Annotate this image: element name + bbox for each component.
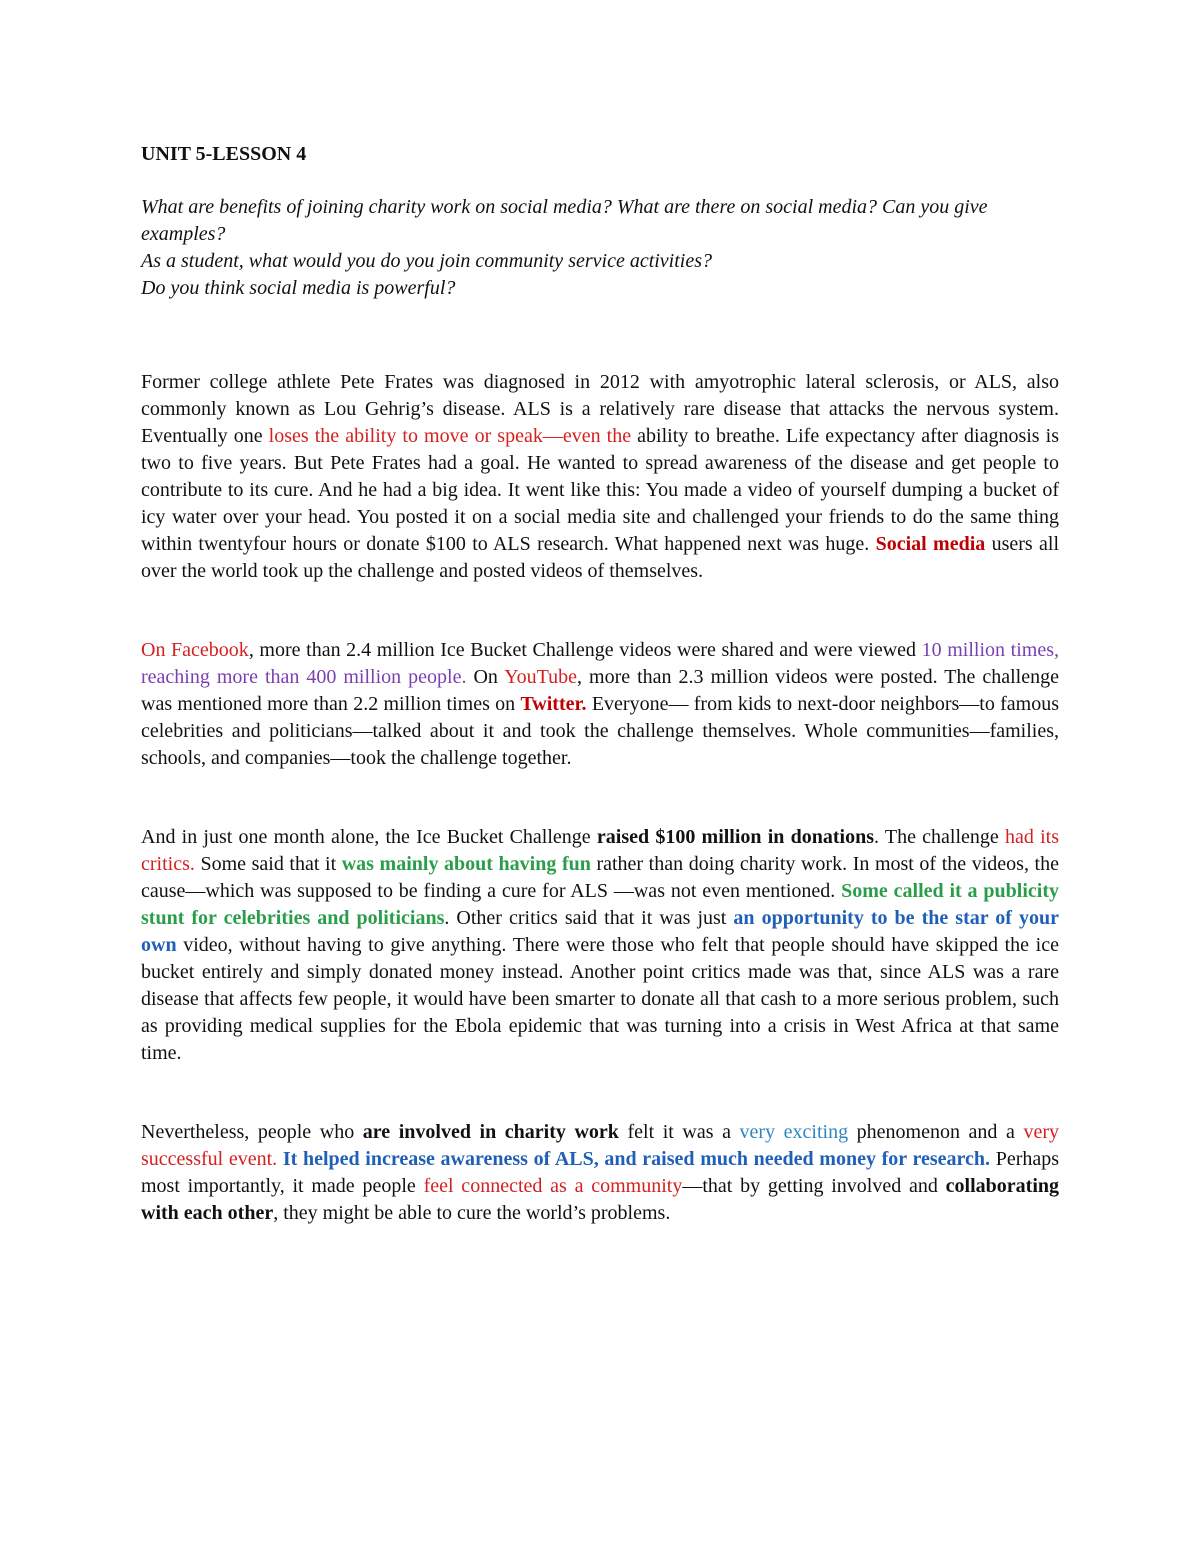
highlight-span: Some called it a publicity stunt for celebrities and politicians bbox=[141, 880, 1059, 929]
question-1: What are benefits of joining charity work on social media? What are there on social media? Can you give examples? bbox=[141, 196, 988, 245]
highlight-span: collaborating with each other bbox=[141, 1175, 1060, 1224]
text-span: , more than 2.3 million videos were posted. The challenge was mentioned more than 2.2 million times on bbox=[141, 666, 1059, 715]
question-3: Do you think social media is powerful? bbox=[141, 277, 456, 299]
text-span: rather than doing charity work. In most of the videos, the cause—which was supposed to be finding a cure for ALS —was not even mentioned. bbox=[141, 853, 1059, 902]
page-title: UNIT 5-LESSON 4 bbox=[141, 143, 307, 165]
text-span: phenomenon and a bbox=[848, 1121, 1024, 1143]
highlight-span: feel connected as a community bbox=[423, 1175, 683, 1197]
highlight-span: are involved in charity work bbox=[362, 1121, 619, 1143]
text-span: —that by getting involved and bbox=[682, 1175, 946, 1197]
highlight-span: Social media bbox=[875, 533, 986, 555]
highlight-span: had its critics. bbox=[141, 826, 1059, 875]
paragraph-nevertheless bbox=[141, 1119, 1059, 1227]
text-span: video, without having to give anything. There were those who felt that people should have skipped the ice bucket entirely and simply donated money instead. Another point critics made was that, since ALS was a rare disease that affects few people, it would have been smarter to donate all that cash to a more serious problem, such as providing medical supplies for the Ebola epidemic that was turning into a crisis in West Africa at that same time. bbox=[141, 934, 1059, 1064]
question-2: As a student, what would you do you join community service activities? bbox=[141, 250, 713, 272]
highlight-span: Twitter. bbox=[520, 693, 587, 715]
text-span: And in just one month alone, the Ice Bucket Challenge bbox=[141, 826, 597, 848]
text-span: Nevertheless, people who bbox=[141, 1121, 363, 1143]
highlight-span: very successful event. bbox=[141, 1121, 1059, 1170]
text-span: ability to breathe. Life expectancy after diagnosis is two to five years. But Pete Frates had a goal. He wanted to spread awareness of the disease and get people to contribute to its cure. And he had a big idea. It went like this: You made a video of yourself dumping a bucket of icy water over your head. You posted it on a social media site and challenged your friends to do the same thing within twentyfour hours or donate $100 to ALS research. What happened next was huge. bbox=[141, 425, 1059, 555]
text-span: Former college athlete Pete Frates was diagnosed in 2012 with amyotrophic lateral sclerosis, or ALS, also commonly known as Lou Gehrig’s disease. ALS is a relatively rare disease that attacks the nervous system. Eventually one bbox=[141, 371, 1059, 447]
text-span: On bbox=[466, 666, 505, 688]
highlight-span: very exciting bbox=[739, 1121, 849, 1143]
highlight-span: raised $100 million in donations bbox=[596, 826, 875, 848]
text-span: Some said that it bbox=[194, 853, 342, 875]
text-span: , more than 2.4 million Ice Bucket Challenge videos were shared and were viewed bbox=[248, 639, 922, 661]
highlight-span: It helped increase awareness of ALS, and raised much needed money for research. bbox=[282, 1148, 991, 1170]
document-content bbox=[141, 141, 1059, 1227]
highlight-span: loses the ability to move or speak—even the bbox=[268, 425, 632, 447]
paragraph-critics bbox=[141, 824, 1059, 1067]
text-span: users all over the world took up the challenge and posted videos of themselves. bbox=[141, 533, 1059, 582]
text-span: felt it was a bbox=[618, 1121, 740, 1143]
highlight-span: an opportunity to be the star of your own bbox=[141, 907, 1059, 956]
discussion-questions bbox=[141, 194, 1059, 302]
paragraph-social-stats bbox=[141, 637, 1059, 772]
text-span: . The challenge bbox=[874, 826, 1006, 848]
paragraph-pete-frates bbox=[141, 369, 1059, 585]
text-span: Perhaps most importantly, it made people bbox=[141, 1148, 1060, 1197]
text-span: . Other critics said that it was just bbox=[444, 907, 734, 929]
highlight-span: 10 million times, reaching more than 400 million people. bbox=[141, 639, 1059, 688]
highlight-span: was mainly about having fun bbox=[341, 853, 591, 875]
highlight-span: On Facebook bbox=[141, 639, 249, 661]
highlight-span: YouTube bbox=[504, 666, 578, 688]
text-span: , they might be able to cure the world’s problems. bbox=[273, 1202, 671, 1224]
text-span: Everyone— from kids to next-door neighbors—to famous celebrities and politicians—talked about it and took the challenge themselves. Whole communities—families, schools, and companies—took the challenge together. bbox=[141, 693, 1060, 769]
